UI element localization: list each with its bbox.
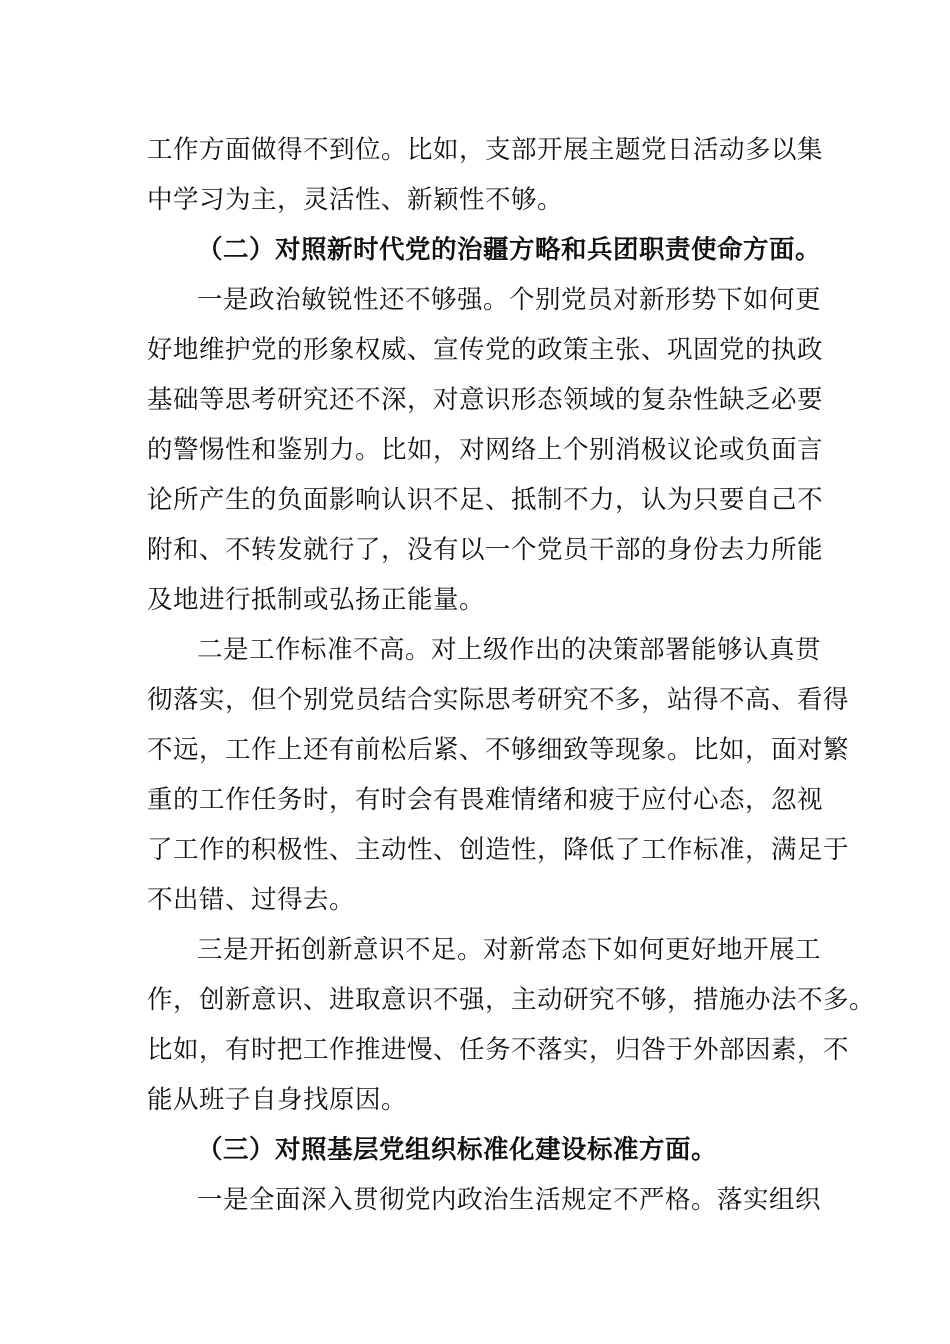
text-line: 作，创新意识、进取意识不强，主动研究不够，措施办法不多。 [147,985,876,1015]
text-line: 的警惕性和鉴别力。比如，对网络上个别消极议论或负面言 [147,435,824,465]
text-line: 不出错、过得去。 [147,885,356,915]
text-line: 能从班子自身找原因。 [147,1085,408,1115]
text-line: 附和、不转发就行了，没有以一个党员干部的身份去力所能 [147,535,824,565]
text-line: 彻落实，但个别党员结合实际思考研究不多，站得不高、看得 [147,685,850,715]
text-line: 一是政治敏锐性还不够强。个别党员对新形势下如何更 [197,285,822,315]
text-line: 好地维护党的形象权威、宣传党的政策主张、巩固党的执政 [147,335,824,365]
text-line: 论所产生的负面影响认识不足、抵制不力，认为只要自己不 [147,485,824,515]
text-line: 不远，工作上还有前松后紧、不够细致等现象。比如，面对繁 [147,735,850,765]
text-line: 重的工作任务时，有时会有畏难情绪和疲于应付心态，忽视 [147,785,824,815]
text-line: 中学习为主，灵活性、新颖性不够。 [147,185,564,215]
text-line: 及地进行抵制或弘扬正能量。 [147,585,486,615]
text-line: 了工作的积极性、主动性、创造性，降低了工作标准，满足于 [147,835,850,865]
text-line: 基础等思考研究还不深，对意识形态领域的复杂性缺乏必要 [147,385,824,415]
text-line: 工作方面做得不到位。比如，支部开展主题党日活动多以集 [147,135,824,165]
text-line: 二是工作标准不高。对上级作出的决策部署能够认真贯 [197,635,822,665]
section-heading: （三）对照基层党组织标准化建设标准方面。 [197,1135,718,1165]
text-line: 一是全面深入贯彻党内政治生活规定不严格。落实组织 [197,1185,822,1215]
text-line: 三是开拓创新意识不足。对新常态下如何更好地开展工 [197,935,822,965]
text-line: 比如，有时把工作推进慢、任务不落实，归咎于外部因素，不 [147,1035,850,1065]
section-heading: （二）对照新时代党的治疆方略和兵团职责使命方面。 [197,235,822,265]
